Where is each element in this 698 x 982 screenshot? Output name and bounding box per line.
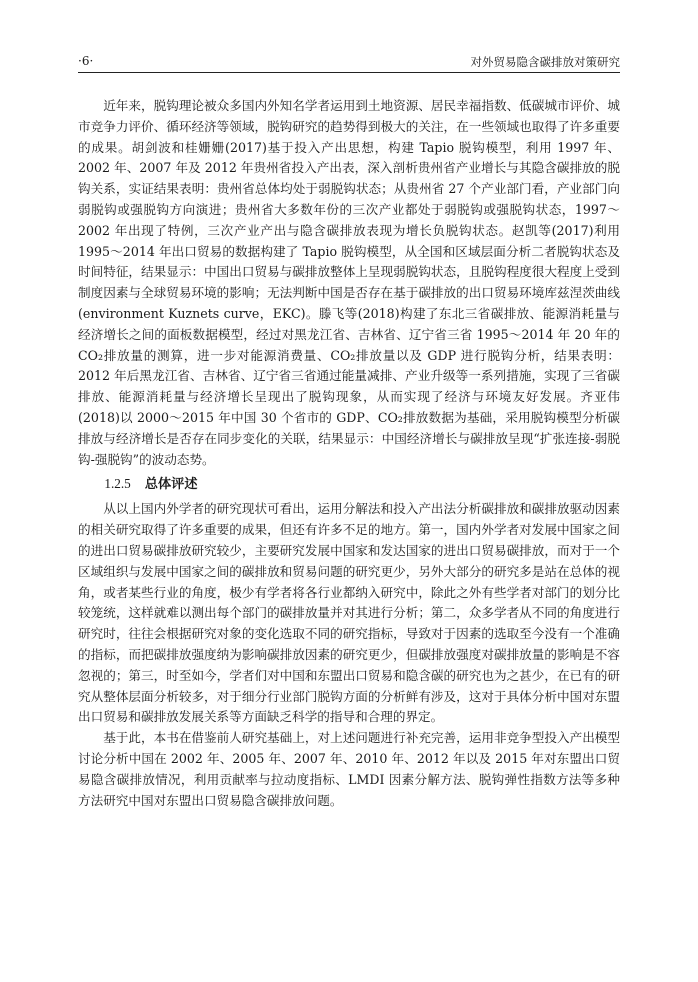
paragraph-overall-review: 从以上国内外学者的研究现状可看出，运用分解法和投入产出法分析碳排放和碳排放驱动因素的相关研究取得了许多重要的成果，但还有许多不足的地方。第一，国内外学者对发展中国家之间的进出口贸易碳排放研究较少，主要研究发展中国家和发达国家的进出口贸易碳排放，而对于一个区域组织与发展中国家之间的碳排放和贸易问题的研究更少，另外大部分的研究多是站在总体的视角，或者某些行业的角度，极少有学者将各行业都纳入研究中，除此之外有些学者对部门的划分比较笼统，这样就难以测出每个部门的碳排放量并对其进行分析；第二，众多学者从不同的角度进行研究时，往往会根据研究对象的变化选取不同的研究指标，导致对于因素的选取至今没有一个准确的指标，而把碳排放强度纳为影响碳排放因素的研究更少，但碳排放强度对碳排放量的影响是不容忽视的；第三，时至如今，学者们对中国和东盟出口贸易和隐含碳的研究也为之甚少，在已有的研究从整体层面分析较多，对于细分行业部门脱钩方面的分析鲜有涉及，这对于具体分析中国对东盟出口贸易和碳排放发展关系等方面缺乏科学的指导和合理的界定。 [78,501,620,725]
section-heading [78,473,620,496]
page-header [78,54,620,74]
paragraph-decoupling-review: 近年来，脱钩理论被众多国内外知名学者运用到土地资源、居民幸福指数、低碳城市评价、城市竞争力评价、循环经济等领域，脱钩研究的趋势得到极大的关注，在一些领域也取得了许多重要的成果。胡剑波和桂姗姗(2017)基于投入产出思想，构建 Tapio 脱钩模型，利用 1997 年、2002 年、2007 年及 2012 年贵州省投入产出表，深入剖析贵州省产业增长与其隐含碳排放的脱钩关系，实证结果表明：贵州省总体均处于弱脱钩状态；从贵州省 27 个产业部门看，产业部门向弱脱钩或强脱钩方向演进；贵州省大多数年份的三次产业都处于弱脱钩或强脱钩状态，1997～2002 年出现了特例，三次产业产出与隐含碳排放表现为增长负脱钩状态。赵凯等(2017)利用 1995～2014 年出口贸易的数据构建了 Tapio 脱钩模型，从全国和区域层面分析二者脱钩状态及时间特征，结果显示：中国出口贸易与碳排放整体上呈现弱脱钩状态，且脱钩程度很大程度上受到制度因素与全球贸易环境的影响；无法判断中国是否存在基于碳排放的出口贸易环境库兹涅茨曲线(environment Kuznets curve，EKC)。滕飞等(2018)构建了东北三省碳排放、能源消耗量与经济增长之间的面板数据模型，经过对黑龙江省、吉林省、辽宁省三省 1995～2014 年 20 年的 CO₂排放量的测算，进一步对能源消费量、CO₂排放量以及 GDP 进行脱钩分析，结果表明：2012 年后黑龙江省、吉林省、辽宁省三省通过能量减排、产业升级等一系列措施，实现了三省碳排放、能源消耗量与经济增长呈现出了脱钩现象，从而实现了经济与环境友好发展。齐亚伟(2018)以 2000～2015 年中国 30 个省市的 GDP、CO₂排放数据为基础，采用脱钩模型分析碳排放与经济增长是否存在同步变化的关联，结果显示：中国经济增长与碳排放呈现“扩张连接-弱脱钩-强脱钩”的波动态势。 [78,98,620,467]
paragraph-book-approach: 基于此，本书在借鉴前人研究基础上，对上述问题进行补充完善，运用非竞争型投入产出模型讨论分析中国在 2002 年、2005 年、2007 年、2010 年、2012 年以及 2015 年对东盟出口贸易隐含碳排放情况，利用贡献率与拉动度指标、LMDI 因素分解方法、脱钩弹性指数方法等多种方法研究中国对东盟出口贸易隐含碳排放问题。 [78,730,620,808]
section-title: 总体评述 [144,477,198,493]
header-divider [78,72,620,73]
document-body [78,96,620,811]
running-title: 对外贸易隐含碳排放对策研究 [470,55,620,69]
page-number: ·6· [78,54,94,68]
section-number: 1.2.5 [104,476,131,492]
